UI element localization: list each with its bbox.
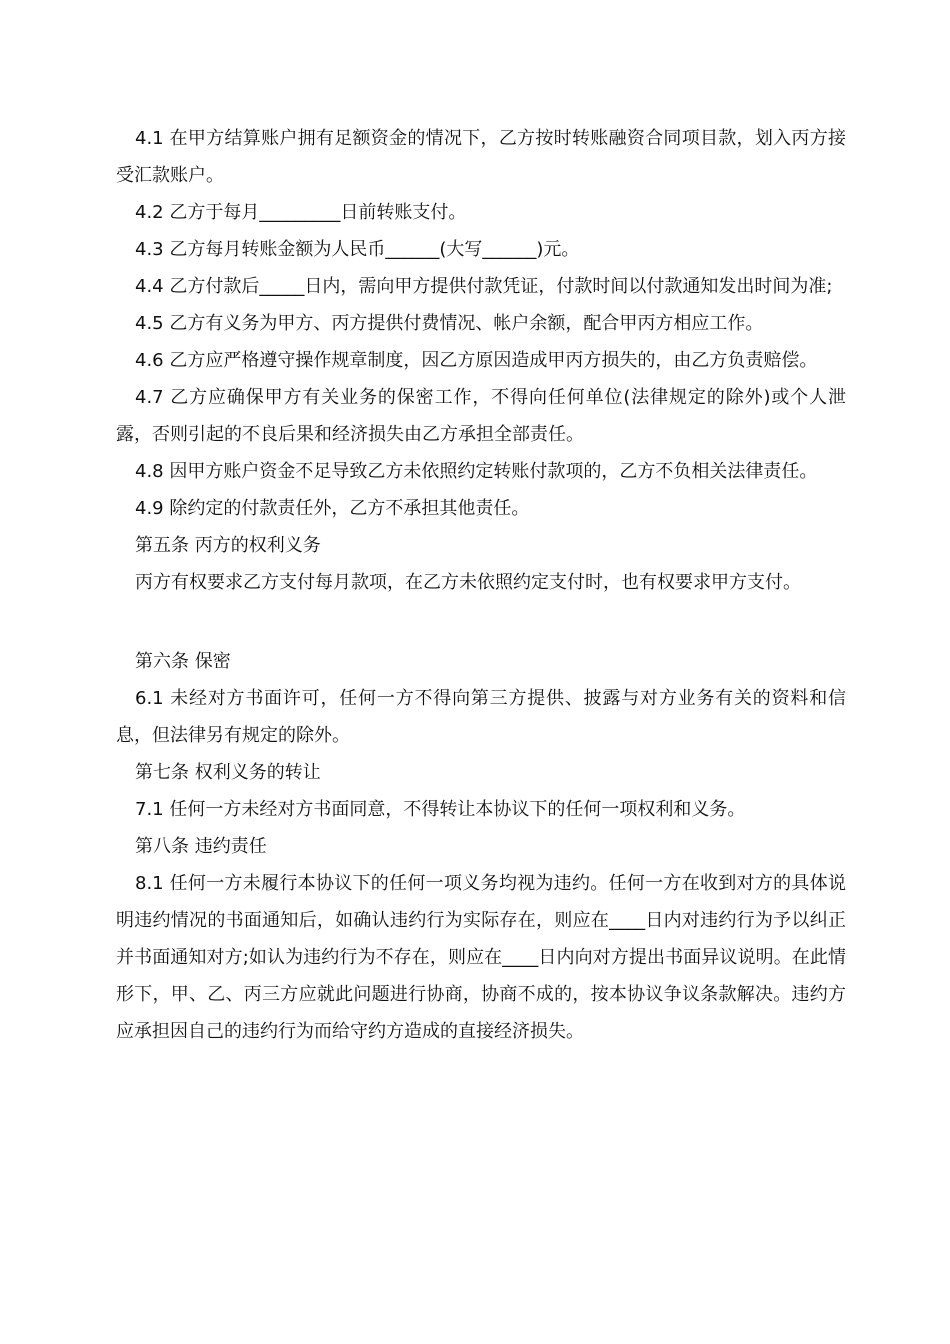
paragraph-spacer xyxy=(116,601,846,643)
clause-4-9: 4.9 除约定的付款责任外，乙方不承担其他责任。 xyxy=(135,498,530,519)
article-6-title: 第六条 保密 xyxy=(135,651,231,672)
clause-4-6: 4.6 乙方应严格遵守操作规章制度，因乙方原因造成甲丙方损失的，由乙方负责赔偿。 xyxy=(135,350,818,371)
document-body xyxy=(116,120,846,1050)
article-5-title: 第五条 丙方的权利义务 xyxy=(135,535,321,556)
article-7-title: 第七条 权利义务的转让 xyxy=(135,762,321,783)
clause-4-4: 4.4 乙方付款后_____日内，需向甲方提供付款凭证，付款时间以付款通知发出时间为准; xyxy=(135,276,833,297)
clause-4-3: 4.3 乙方每月转账金额为人民币______(大写______)元。 xyxy=(135,239,580,260)
clause-4-8: 4.8 因甲方账户资金不足导致乙方未依照约定转账付款项的，乙方不负相关法律责任。 xyxy=(135,461,818,482)
clause-6-1: 6.1 未经对方书面许可，任何一方不得向第三方提供、披露与对方业务有关的资料和信息，但法律另有规定的除外。 xyxy=(116,688,846,746)
clause-8-1: 8.1 任何一方未履行本协议下的任何一项义务均视为违约。任何一方在收到对方的具体说明违约情况的书面通知后，如确认违约行为实际存在，则应在____日内对违约行为予以纠正并书面通知对方;如认为违约行为不存在，则应在____日内向对方提出书面异议说明。在此情形下，甲、乙、丙三方应就此问题进行协商，协商不成的，按本协议争议条款解决。违约方应承担因自己的违约行为而给守约方造成的直接经济损失。 xyxy=(116,873,846,1042)
article-8-title: 第八条 违约责任 xyxy=(135,836,267,857)
clause-4-1: 4.1 在甲方结算账户拥有足额资金的情况下，乙方按时转账融资合同项目款，划入丙方接受汇款账户。 xyxy=(116,128,846,186)
clause-4-5: 4.5 乙方有义务为甲方、丙方提供付费情况、帐户余额，配合甲丙方相应工作。 xyxy=(135,313,764,334)
article-5-text: 丙方有权要求乙方支付每月款项，在乙方未依照约定支付时，也有权要求甲方支付。 xyxy=(135,572,801,593)
clause-4-2: 4.2 乙方于每月_________日前转账支付。 xyxy=(135,202,467,223)
clause-4-7: 4.7 乙方应确保甲方有关业务的保密工作，不得向任何单位(法律规定的除外)或个人泄露，否则引起的不良后果和经济损失由乙方承担全部责任。 xyxy=(116,387,846,445)
clause-7-1: 7.1 任何一方未经对方书面同意，不得转让本协议下的任何一项权利和义务。 xyxy=(135,799,746,820)
